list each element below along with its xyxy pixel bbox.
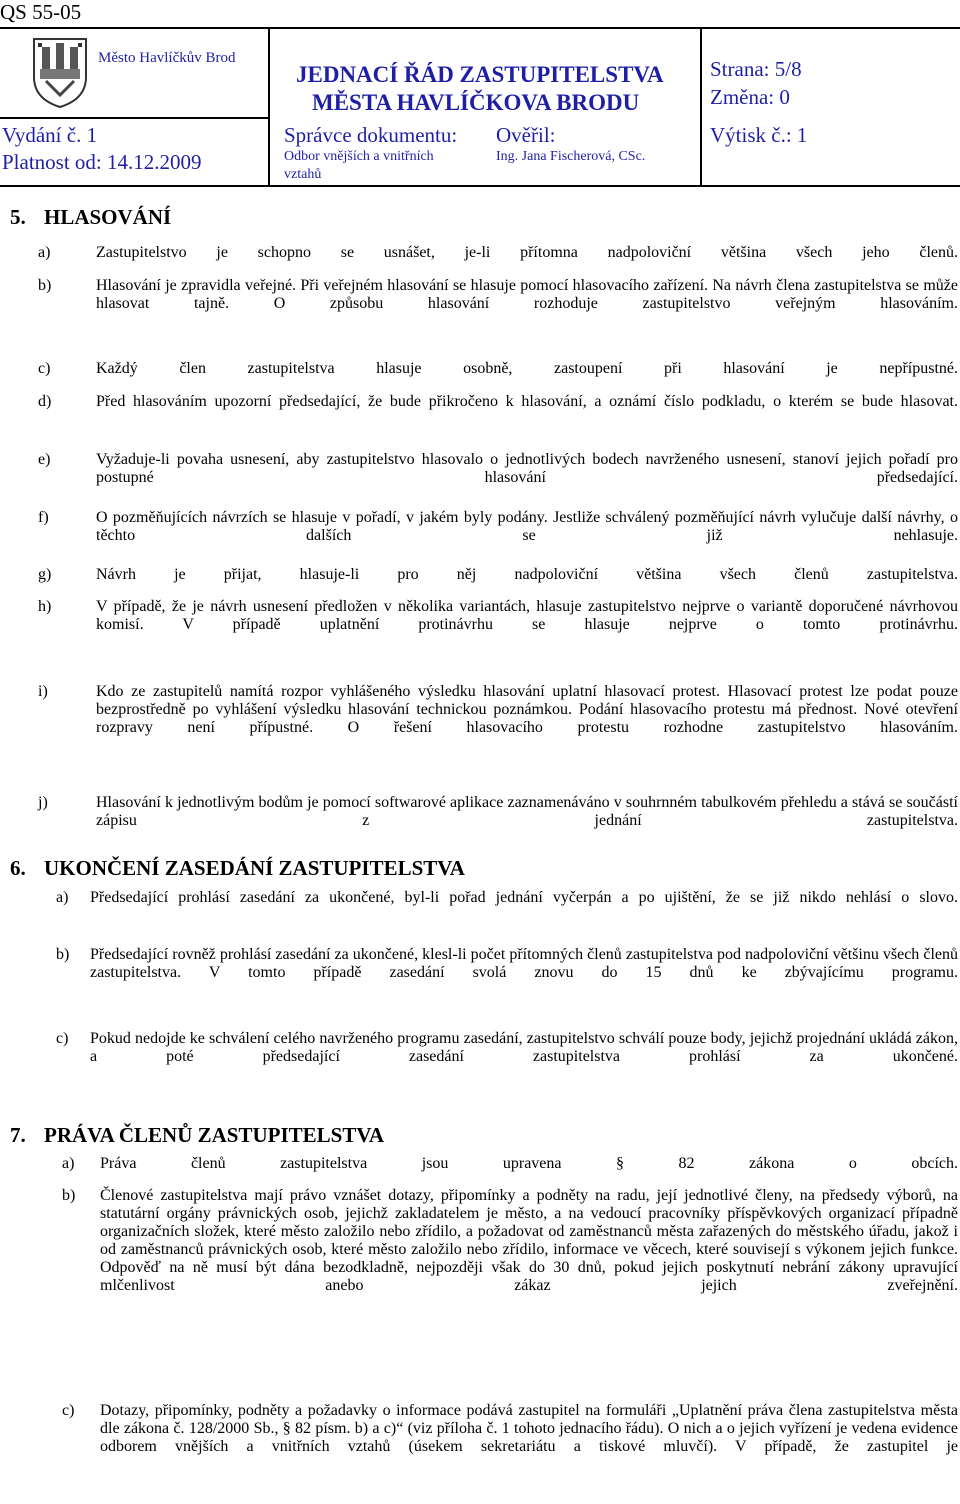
document-title-line2: MĚSTA HAVLÍČKOVA BRODU — [312, 90, 640, 115]
manager-label: Správce dokumentu: — [284, 123, 458, 147]
page-number: Strana: 5/8 — [710, 57, 802, 81]
section-6-title: 6. UKONČENÍ ZASEDÁNÍ ZASTUPITELSTVA — [10, 856, 465, 880]
manager-value-line2: vztahů — [284, 167, 322, 182]
verified-label: Ověřil: — [496, 123, 556, 147]
list-item: c) Pokud nedojde ke schválení celého navrženého programu zasedání, zastupitelstvo schválí pouze body, jejichž projednání ukládá zákon, a poté předsedající zasedání zastupitelstva prohlásí za ukončené. — [56, 1030, 958, 1065]
section-5-title: 5. HLASOVÁNÍ — [10, 205, 172, 229]
list-item: f) O pozměňujících návrzích se hlasuje v pořadí, v jakém byly podány. Jestliže schválený pozměňující návrh vylučuje další návrhy, o těchto dalších se již nehlasuje. — [38, 509, 958, 544]
manager-value-line1: Odbor vnějších a vnitřních — [284, 149, 434, 164]
list-item: b) Předsedající rovněž prohlásí zasedání za ukončené, klesl-li počet přítomných členů zastupitelstva pod nadpoloviční většinu všech členů zastupitelstva. V tomto případě zasedání svolá znovu do 15 dnů ke zbývajícímu programu. — [56, 946, 958, 981]
header-bottom-border — [0, 185, 960, 187]
list-item: b) Členové zastupitelstva mají právo vznášet dotazy, připomínky a podněty na radu, její jednotlivé členy, na předsedy výborů, na statutární orgány právnických osob, jejichž zakladatelem je město, a na vedoucí pracovníky příspěvkových organizací případně organizačních složek, které město založilo nebo zřídilo, a požadovat od zaměstnanců města zařazených do městského úřadu, jakož i od zaměstnanců právnických osob, které město založilo nebo zřídilo, informace ve věcech, které souvisejí s výkonem jejich funkce. Odpověď na ně musí být dána bezodkladně, nejpozději však do 30 dnů, pokud jejich poskytnutí nebrání zákony upravující mlčenlivost anebo zákaz jejich zveřejnění. — [62, 1187, 958, 1294]
list-item: c) Každý člen zastupitelstva hlasuje osobně, zastoupení při hlasování je nepřípustné. — [38, 360, 958, 377]
city-crest-icon — [28, 33, 92, 109]
validity-label: Platnost od: 14.12.2009 — [2, 150, 202, 174]
list-item: a) Zastupitelstvo je schopno se usnášet, je-li přítomna nadpoloviční většina všech jeho členů. — [38, 244, 958, 261]
list-item: h) V případě, že je návrh usnesení předložen v několika variantách, hlasuje zastupitelstvo nejprve o variantě doporučené návrhovou komisí. V případě uplatnění protinávrhu se hlasuje nejprve o tomto protinávrhu. — [38, 598, 958, 633]
edition-label: Vydání č. 1 — [2, 123, 98, 147]
city-name: Město Havlíčkův Brod — [98, 50, 236, 66]
document-code: QS 55-05 — [0, 0, 82, 24]
header-divider-3 — [700, 27, 702, 187]
list-item: c) Dotazy, připomínky, podněty a požadavky o informace podává zastupitel na formuláři „Uplatnění práva člena zastupitelstva města dle zákona č. 128/2000 Sb., § 82 písm. b) a c)“ (viz příloha č. 1 tohoto jednacího řádu). O nich a o jejich vyřízení je vedena evidence odborem vnějších a vnitřních vztahů (úsekem sekretariátu a tiskové mluvčí). V případě, že zastupitel je — [62, 1402, 958, 1455]
section-7-title: 7. PRÁVA ČLENŮ ZASTUPITELSTVA — [10, 1123, 384, 1147]
list-item: a) Předsedající prohlásí zasedání za ukončené, byl-li pořad jednání vyčerpán a po ujištění, že se již nikdo nehlásí o slovo. — [56, 889, 958, 906]
list-item: d) Před hlasováním upozorní předsedající, že bude přikročeno k hlasování, a oznámí číslo podkladu, o kterém se bude hlasovat. — [38, 393, 958, 410]
list-item: g) Návrh je přijat, hlasuje-li pro něj nadpoloviční většina všech členů zastupitelstva. — [38, 566, 958, 583]
document-header — [0, 27, 960, 187]
list-item: e) Vyžaduje-li povaha usnesení, aby zastupitelstvo hlasovalo o jednotlivých bodech navrženého usnesení, stanoví jejich pořadí pro postupné hlasování předsedající. — [38, 451, 958, 486]
list-item: i) Kdo ze zastupitelů namítá rozpor vyhlášeného výsledku hlasování uplatní hlasovací protest. Hlasovací protest lze podat pouze bezprostředně po vyhlášení výsledku hlasování technickou poznámkou. Podání hlasovacího protestu má přednost. Nové otevření rozpravy není přípustné. O řešení hlasovacího protestu rozhodne zastupitelstvo hlasováním. — [38, 683, 958, 736]
list-item: a) Práva členů zastupitelstva jsou upravena § 82 zákona o obcích. — [62, 1155, 958, 1172]
document-title-line1: JEDNACÍ ŘÁD ZASTUPITELSTVA — [296, 62, 664, 87]
header-divider-1 — [268, 27, 270, 187]
print-number: Výtisk č.: 1 — [710, 123, 808, 147]
list-item: j) Hlasování k jednotlivým bodům je pomocí softwarové aplikace zaznamenáváno v souhrnném tabulkovém přehledu a stává se součástí zápisu z jednání zastupitelstva. — [38, 794, 958, 829]
verified-value: Ing. Jana Fischerová, CSc. — [496, 149, 646, 164]
header-top-border — [0, 27, 960, 29]
header-row-divider — [0, 117, 268, 119]
change-number: Změna: 0 — [710, 85, 790, 109]
list-item: b) Hlasování je zpravidla veřejné. Při veřejném hlasování se hlasuje pomocí hlasovacího zařízení. Na návrh člena zastupitelstva se může hlasovat tajně. O způsobu hlasování rozhoduje zastupitelstvo veřejným hlasováním. — [38, 277, 958, 312]
